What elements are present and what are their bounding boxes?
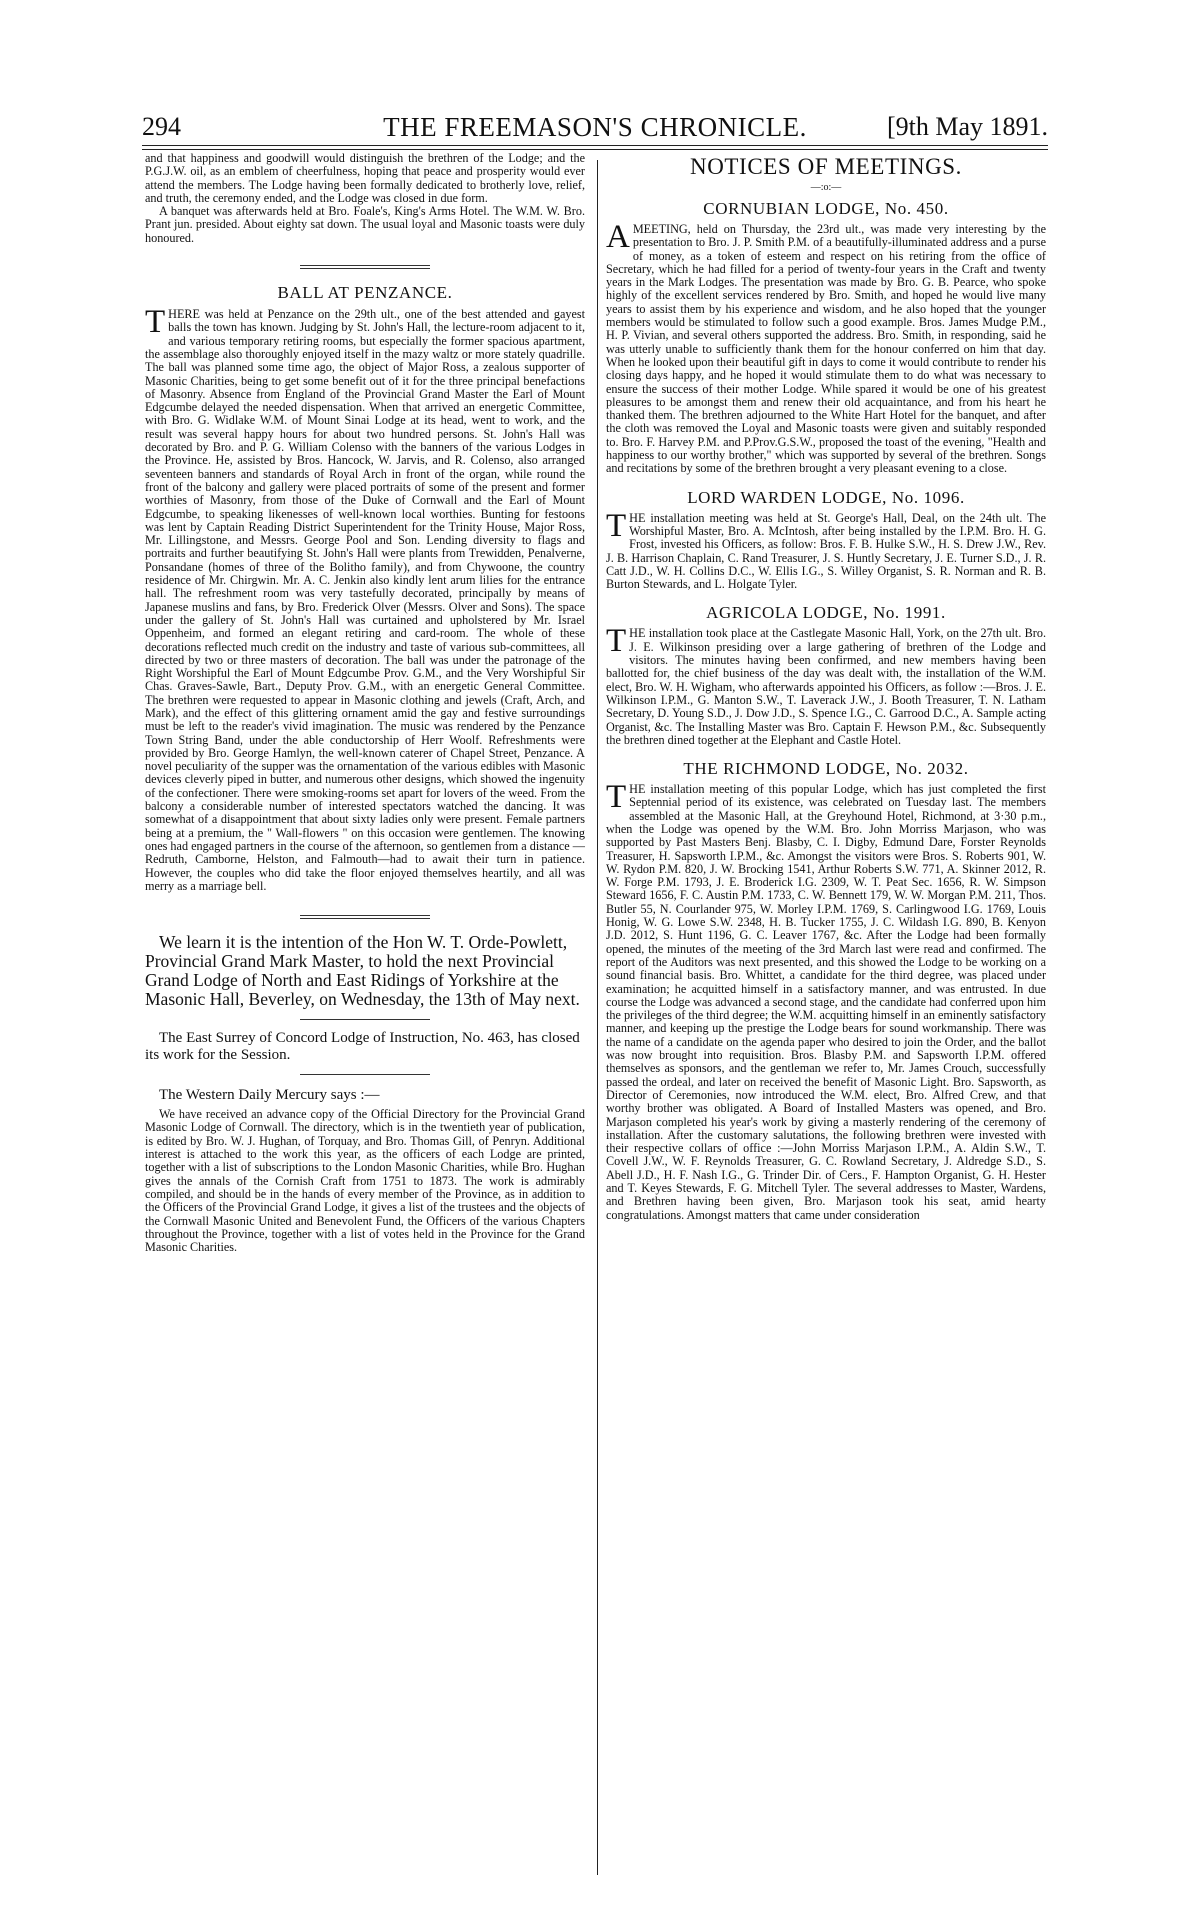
ornamental-divider: —:o:— [810, 182, 842, 193]
issue-date: [9th May 1891. [886, 112, 1048, 141]
column-divider [597, 160, 598, 1875]
richmond-article: THE installation meeting of this popular Lodge, which has just completed the first Septennial period of its existence, was celebrated on Tuesday last. The members assembled at the Masonic Hall, at the Greyhound Hotel, Richmond, at 3·30 p.m., when the Lodge was opened by the W.M. Bro. John Morriss Marjason, who was supported by Past Masters Benj. Blasby, C. I. Digby, Edmund Dare, Forster Reynolds Treasurer, H. Sapsworth I.P.M., &c. Amongst the visitors were Bros. S. Roberts 901, W. W. Rydon P.M. 820, J. W. Brocking 1541, Arthur Roberts S.W. 771, A. Skinner 2012, R. W. Forge P.M. 1793, J. E. Broderick I.G. 2309, W. T. Peat Sec. 1656, R. W. Simpson Steward 1656, F. C. Austin P.M. 1733, C. W. Bennett 179, W. W. Morgan P.M. 211, Thos. Butler 55, N. Courlander 975, W. Morley I.P.M. 1769, S. Carlingwood I.G. 1769, Louis Honig, W. G. Lowe S.W. 2348, H. B. Tucker 1755, J. C. Wildash I.G. 890, B. Kenyon J.D. 2012, S. Hunt 1196, G. C. Leaver 1767, &c. After the Lodge had been formally opened, the minutes of the meeting of the 3rd March last were read and confirmed. The report of the Auditors was next presented, and this showed the Lodge to be working on a sound financial basis. Bro. Whittet, a candidate for the third degree, was placed under examination; he acquitted himself in a satisfactory manner, and was entrusted. In due course the Lodge was advanced a second stage, and the candidate had conferred upon him the privileges of the third degree; the W.M. acquitting himself in an eminently satisfactory manner, and keeping up the prestige the Lodge bears for sound workmanship. There was the name of a candidate on the agenda paper who desired to join the Order, and the ballot was now brought into requisition. Bros. Blasby P.M. and Sapsworth I.P.M. offered themselves as sponsors, and the gentleman we refer to, Mr. James Crouch, successfully passed the ordeal, and later on received the benefit of Masonic Light. Bro. Sapsworth, as Director of Ceremonies, now introduced the W.M. elect, Bro. Alfred Crew, and that worthy brother was obligated. A Board of Installed Masters was opened, and Bro. Marjason completed his year's work by giving a masterly rendering of the ceremony of installation. After the customary salutations, the following brethren were invested with their respective collars of office :—John Morriss Marjason I.P.M., A. Aldin S.W., T. Covell J.W., W. F. Reynolds Treasurer, G. C. Rowland Secretary, J. Aldredge S.D., S. Abell J.D., H. F. Nash I.G., G. Trinder Dir. of Cers., F. Hampton Organist, G. H. Hester and T. Keyes Stewards, F. G. Mitchell Tyler. The several addresses to Master, Wardens, and Brethren having been given, Bro. Marjason took his seat, amid hearty congratulations. Amongst matters that came under consideration [606, 779, 1046, 1222]
left-column [145, 152, 585, 1254]
mercury-quote: We have received an advance copy of the Official Directory for the Provincial Grand Masonic Lodge of Cornwall. The directory, which is in the twentieth year of publication, is edited by Bro. W. J. Hughan, of Torquay, and Bro. Thomas Gill, of Penryn. Additional interest is attached to the work this year, as the officers of each Lodge are printed, together with a list of subscriptions to the London Masonic Charities, while Bro. Hughan gives the annals of the Cornish Craft from 1751 to 1873. The work is admirably compiled, and should be in the hands of every member of the Province, as in addition to the Officers of the Provincial Grand Lodge, it gives a list of the trustees and the objects of the Cornwall Masonic United and Benevolent Fund, the Officers of the various Chapters throughout the Province, together with a list of votes held in the Province for the Grand Masonic Charities. [145, 1107, 585, 1255]
page-number: 294 [142, 112, 181, 141]
cornubian-article: AMEETING, held on Thursday, the 23rd ult., was made very interesting by the presentation to Bro. J. P. Smith P.M. of a beautifully-illuminated address and a purse of money, as a token of esteem and respect on his retiring from the office of Secretary, which he had filled for a period of twenty-four years in the Craft and twenty years in the Mark Lodges. The presentation was made by Bro. G. B. Pearce, who spoke highly of the excellent services rendered by Bro. Smith, and hoped he would live many years to assist them by his experience and wisdom, and he also hoped that the younger members would be stimulated to follow such a good example. Bros. James Mudge P.M., H. P. Vivian, and several others supported the address. Bro. Smith, in responding, said he was utterly unable to sufficiently thank them for the honour conferred on him that day. When he looked upon their beautiful gift in days to come it would contribute to render his closing days happy, and he hoped it would stimulate them to do what was necessary to ensure the success of their mother Lodge. While spared it would be one of his greatest pleasures to be amongst them and renew their old acquaintance, and from his heart he thanked them. The brethren adjourned to the White Hart Hotel for the banquet, and after the cloth was removed the Loyal and Masonic toasts were given and suitably responded to. Bro. F. Harvey P.M. and P.Prov.G.S.W., proposed the toast of the evening, "Health and happiness to our worthy brother," which was supported by several of the brethren. Songs and recitations by some of the brethren brought a very pleasant evening to a close. [606, 219, 1046, 476]
provincial-grand-lodge-notice: We learn it is the intention of the Hon W. T. Orde-Powlett, Provincial Grand Mark Master, to hold the next Provincial Grand Lodge of North and East Ridings of Yorkshire at the Masonic Hall, Beverley, on Wednesday, the 13th of May next. [145, 932, 580, 1010]
western-daily-mercury-intro: The Western Daily Mercury says :— [159, 1087, 380, 1104]
header-rule-lower [142, 149, 1048, 150]
publication-title: THE FREEMASON'S CHRONICLE. [383, 112, 807, 142]
notices-heading: NOTICES OF MEETINGS. [689, 154, 963, 179]
cornubian-heading: CORNUBIAN LODGE, No. 450. [703, 199, 949, 218]
agricola-heading: AGRICOLA LODGE, No. 1991. [706, 603, 946, 623]
ball-heading: BALL AT PENZANCE. [277, 283, 453, 303]
page-header [142, 110, 1048, 146]
ball-article: THERE was held at Penzance on the 29th ult., one of the best attended and gayest balls the town has known. Judging by St. John's Hall, the lecture-room adjacent to it, and various temporary retiring rooms, but especially the former spacious apartment, the assemblage also thoroughly enjoyed itself in the mazy waltz or more stately quadrille. The ball was planned some time ago, the object of Major Ross, a zealous supporter of Masonic Charities, being to get some benefit out of it for the three principal benefactions of Masonry. Absence from England of the Provincial Grand Master the Earl of Mount Edgcumbe delayed the needed dispensation. When that arrived an energetic Committee, with Bro. G. Widlake W.M. of Mount Sinai Lodge at its head, went to work, and the result was several happy hours for about two hundred persons. St. John's Hall was decorated by Bro. and P. G. William Colenso with the banners of the various Lodges in the Province. He, assisted by Bros. Hancock, W. Jarvis, and R. Colenso, also arranged seventeen banners and standards of Royal Arch in front of the organ, while round the front of the balcony and gallery were placed portraits of some of the present and former worthies of Masonry, from those of the Duke of Cornwall and the Earl of Mount Edgcumbe, to speaking likenesses of well-known local worthies. Bunting for festoons was lent by Captain Reading District Superintendent for the Trinity House, Major Ross, Mr. Lillingstone, and Messrs. George Pool and Son. Lending diversity to flags and portraits and further beautifying St. John's Hall were plants from Trewidden, Penalverne, Ponsandane (homes of three of the Bolitho family), and from Chywoone, the country residence of Mr. Chirgwin. Mr. A. C. Jenkin also kindly lent arum lilies for the entrance hall. The refreshment room was very tastefully decorated, principally by means of Japanese muslins and fans, by Bro. Frederick Olver (Messrs. Olver and Sons). The space under the gallery of St. John's Hall was curtained and upholstered by Mr. Israel Oppenheim, and formed an elegant retiring and card-room. The whole of these decorations reflected much credit on the industry and taste of various sub-committees, all directed by two or three masters of decoration. The ball was under the patronage of the Right Worshipful the Earl of Mount Edgcumbe Prov. G.M., and the Very Worshipful Sir Chas. Graves-Sawle, Bart., Deputy Prov. G.M., with an energetic General Committee. The brethren were requested to appear in Masonic clothing and jewels (Craft, Arch, and Mark), and the effect of this glittering ornament amid the gay and festive surroundings must be left to the reader's vivid imagination. The music was rendered by the Penzance Town String Band, under the able conductorship of Herr Woolf. Refreshments were provided by Bro. George Hamlyn, the well-known caterer of Chapel Street, Penzance. A novel peculiarity of the supper was the ornamentation of the various edibles with Masonic devices cleverly piped in butter, and numerous other designs, which showed the ingenuity of the confectioner. There were smoking-rooms set apart for lovers of the weed. From the balcony a considerable number of interested spectators watched the dancing. It was somewhat of a disappointment that about sixty ladies only were present. Female partners being at a premium, the " Wall-flowers " on this occasion were gentlemen. The knowing ones had engaged partners in the course of the afternoon, so gentlemen from a distance —Redruth, Camborne, Helston, and Falmouth—had to await their turn in patience. However, the couples who did take the floor enjoyed themselves heartily, and all was merry as a marriage bell. [145, 304, 585, 893]
opening-paragraph: and that happiness and goodwill would distinguish the brethren of the Lodge; and the P.G.J.W. oil, as an emblem of cheerfulness, hoping that peace and prosperity would ever attend the members. The Lodge having been formally dedicated to brotherly love, relief, and truth, the ceremony ended, and the Lodge was closed in due form. [145, 151, 585, 205]
agricola-article: THE installation took place at the Castlegate Masonic Hall, York, on the 27th ult. Bro. J. E. Wilkinson presiding over a large gathering of brethren of the Lodge and visitors. The minutes having been confirmed, and new members having been ballotted for, the chief business of the day was dealt with, the installation of the W.M. elect, Bro. W. H. Wigham, who afterwards appointed his Officers, as follow :—Bros. J. E. Wilkinson I.P.M., G. Manton S.W., T. Laverack J.W., J. Booth Treasurer, T. N. Latham Secretary, D. Young S.D., J. Dow J.D., S. Spence I.G., C. Garrood D.C., A. Sample acting Organist, &c. The Installing Master was Bro. Captain F. Hewson P.M., &c. Subsequently the brethren dined together at the Elephant and Castle Hotel. [606, 623, 1046, 747]
banquet-paragraph: A banquet was afterwards held at Bro. Foale's, King's Arms Hotel. The W.M. W. Bro. Prant jun. presided. About eighty sat down. The usual loyal and Masonic toasts were duly honoured. [145, 204, 585, 245]
header-rule [142, 145, 1048, 146]
right-column [606, 152, 1046, 1222]
lord-warden-article: THE installation meeting was held at St. George's Hall, Deal, on the 24th ult. The Worshipful Master, Bro. A. McIntosh, after being installed by the I.P.M. Bro. H. G. Frost, invested his Officers, as follow: Bros. F. B. Hulke S.W., H. S. Drew J.W., Rev. J. B. Harrison Chaplain, C. Rand Treasurer, J. S. Huntly Secretary, J. E. Turner S.D., J. R. Catt J.D., W. H. Collins D.C., W. Ellis I.G., S. Willey Organist, S. R. Norman and R. B. Burton Stewards, and L. Holgate Tyler. [606, 507, 1046, 592]
east-surrey-notice: The East Surrey of Concord Lodge of Instruction, No. 463, has closed its work for the Session. [145, 1030, 580, 1064]
lord-warden-heading: LORD WARDEN LODGE, No. 1096. [687, 487, 965, 507]
richmond-heading: THE RICHMOND LODGE, No. 2032. [683, 759, 969, 779]
